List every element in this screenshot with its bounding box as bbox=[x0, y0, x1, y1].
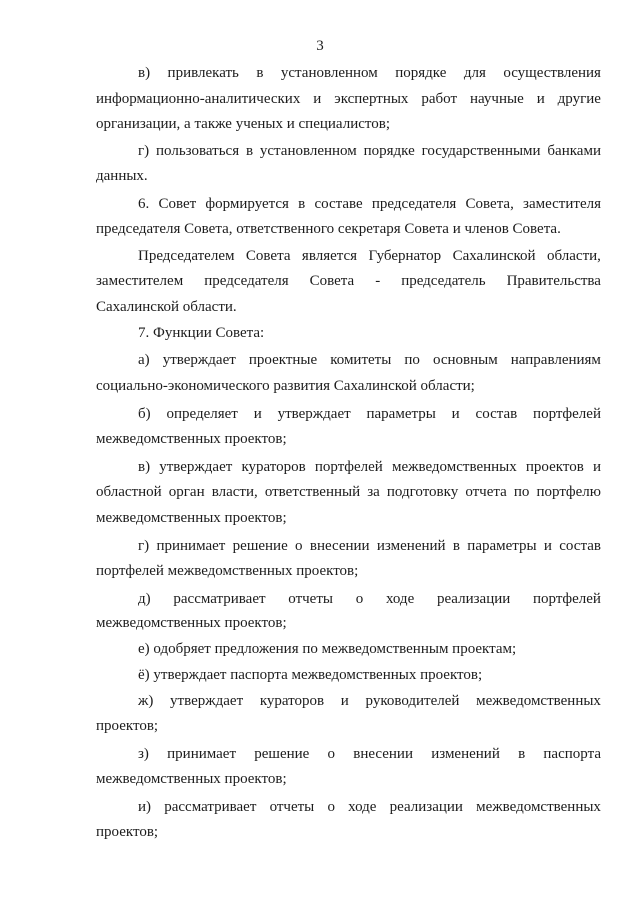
paragraph-zh-line-1 bbox=[138, 692, 601, 711]
word: другие bbox=[557, 91, 601, 107]
page-number: 3 bbox=[316, 38, 324, 54]
word: определяет bbox=[166, 406, 238, 422]
word: в bbox=[452, 538, 460, 554]
word: о bbox=[327, 799, 335, 815]
paragraph-7-heading: 7. Функции Совета: bbox=[138, 325, 265, 341]
word: портфелей bbox=[314, 459, 383, 475]
paragraph-b-line-2: межведомственных проектов; bbox=[96, 431, 287, 447]
word: в) bbox=[138, 65, 151, 81]
word: является bbox=[301, 248, 358, 264]
word: кураторов bbox=[259, 693, 325, 709]
word: привлекать bbox=[167, 65, 239, 81]
paragraph-6-line-1 bbox=[138, 195, 601, 214]
paragraph-z-line-1 bbox=[138, 745, 601, 764]
word: проектов bbox=[525, 459, 584, 475]
paragraph-e: е) одобряет предложения по межведомственным проектам; bbox=[138, 641, 517, 657]
word: ж) bbox=[138, 693, 154, 709]
paragraph-yo: ё) утверждает паспорта межведомственных проектов; bbox=[138, 667, 483, 683]
paragraph-i-line-1 bbox=[138, 798, 601, 817]
word: портфелю bbox=[536, 484, 601, 500]
word: параметры bbox=[467, 538, 537, 554]
paragraph-i-line-2: проектов; bbox=[96, 824, 159, 840]
paragraph-g2-line-2: портфелей межведомственных проектов; bbox=[96, 563, 359, 579]
word: реализации bbox=[389, 799, 463, 815]
word: и bbox=[313, 91, 322, 107]
word: области, bbox=[547, 248, 601, 264]
word: составе bbox=[314, 196, 363, 212]
word: Совета, bbox=[465, 196, 514, 212]
word: - bbox=[375, 273, 381, 289]
word: и bbox=[451, 406, 460, 422]
word: информационно-аналитических bbox=[96, 91, 301, 107]
word: работ bbox=[421, 91, 458, 107]
word: кураторов bbox=[241, 459, 306, 475]
word: банками bbox=[547, 143, 601, 159]
word: состав bbox=[475, 406, 518, 422]
paragraph-v-line-3: организации, а также ученых и специалистов; bbox=[96, 116, 390, 132]
word: а) bbox=[138, 352, 150, 368]
word: заместителя bbox=[523, 196, 601, 212]
word: з) bbox=[138, 746, 149, 762]
word: власти, bbox=[211, 484, 258, 500]
word: и) bbox=[138, 799, 152, 815]
word: основным bbox=[432, 352, 498, 368]
word: отчеты bbox=[288, 591, 333, 607]
word: б) bbox=[138, 406, 151, 422]
word: научные bbox=[470, 91, 524, 107]
word: Сахалинской bbox=[452, 248, 536, 264]
word: изменений bbox=[376, 538, 446, 554]
word: и bbox=[592, 459, 601, 475]
word: утверждает bbox=[170, 693, 244, 709]
word: г) bbox=[138, 143, 150, 159]
word: Совета bbox=[245, 248, 291, 264]
word: председателя bbox=[204, 273, 289, 289]
word: внесении bbox=[353, 746, 413, 762]
word: в bbox=[298, 196, 306, 212]
paragraph-b-line-1 bbox=[138, 405, 601, 424]
paragraph-z-line-2: межведомственных проектов; bbox=[96, 771, 287, 787]
word: пользоваться bbox=[156, 143, 240, 159]
paragraph-d-line-1 bbox=[138, 590, 601, 609]
word: Губернатор bbox=[368, 248, 442, 264]
word: портфелей bbox=[533, 591, 601, 607]
word: установленном bbox=[280, 65, 378, 81]
word: Совет bbox=[158, 196, 197, 212]
word: подготовку bbox=[386, 484, 459, 500]
word: состав bbox=[559, 538, 601, 554]
word: паспорта bbox=[543, 746, 601, 762]
word: для bbox=[463, 65, 486, 81]
word: г) bbox=[138, 538, 150, 554]
word: утверждает bbox=[162, 352, 236, 368]
word: в) bbox=[138, 459, 151, 475]
word: формируется bbox=[205, 196, 289, 212]
word: председателя bbox=[371, 196, 457, 212]
word: областной bbox=[96, 484, 162, 500]
paragraph-v-line-2 bbox=[96, 90, 601, 109]
paragraph-a-line-2: социально-экономического развития Сахалинской области; bbox=[96, 378, 475, 394]
word: осуществления bbox=[503, 65, 601, 81]
paragraph-g2-line-1 bbox=[138, 537, 601, 556]
word: государственными bbox=[421, 143, 541, 159]
paragraph-g-line-1 bbox=[138, 142, 601, 161]
word: установленном bbox=[259, 143, 357, 159]
word: рассматривает bbox=[164, 799, 257, 815]
paragraph-6-line-2: председателя Совета, ответственного секретаря Совета и членов Совета. bbox=[96, 221, 561, 237]
word: орган bbox=[168, 484, 205, 500]
word: портфелей bbox=[533, 406, 601, 422]
word: д) bbox=[138, 591, 151, 607]
word: порядке bbox=[395, 65, 447, 81]
word: направлениям bbox=[510, 352, 601, 368]
word: председатель bbox=[401, 273, 486, 289]
word: 6. bbox=[138, 196, 150, 212]
word: межведомственных bbox=[476, 799, 601, 815]
word: отчета bbox=[465, 484, 507, 500]
word: в bbox=[256, 65, 264, 81]
word: проектные bbox=[248, 352, 318, 368]
word: в bbox=[518, 746, 526, 762]
word: и bbox=[536, 91, 545, 107]
word: ходе bbox=[348, 799, 377, 815]
word: и bbox=[253, 406, 262, 422]
word: параметры bbox=[366, 406, 436, 422]
word: реализации bbox=[436, 591, 511, 607]
paragraph-v2-line-1 bbox=[138, 458, 601, 477]
word: руководителей bbox=[365, 693, 460, 709]
word: внесении bbox=[309, 538, 370, 554]
paragraph-chairman-line-1 bbox=[138, 247, 601, 266]
word: комитеты bbox=[330, 352, 392, 368]
word: принимает bbox=[167, 746, 237, 762]
word: ответственный bbox=[264, 484, 361, 500]
word: и bbox=[543, 538, 552, 554]
word: утверждает bbox=[277, 406, 351, 422]
word: ходе bbox=[385, 591, 415, 607]
word: заместителем bbox=[96, 273, 184, 289]
word: межведомственных bbox=[391, 459, 517, 475]
word: по bbox=[404, 352, 420, 368]
word: изменений bbox=[431, 746, 500, 762]
word: отчеты bbox=[269, 799, 315, 815]
word: принимает bbox=[156, 538, 226, 554]
word: за bbox=[367, 484, 380, 500]
word: о bbox=[295, 538, 303, 554]
word: о bbox=[327, 746, 336, 762]
word: по bbox=[513, 484, 530, 500]
paragraph-d-line-2: межведомственных проектов; bbox=[96, 615, 287, 631]
word: порядке bbox=[363, 143, 415, 159]
paragraph-v2-line-3: межведомственных проектов; bbox=[96, 510, 287, 526]
word: экспертных bbox=[334, 91, 409, 107]
word: решение bbox=[232, 538, 288, 554]
paragraph-chairman-line-2 bbox=[96, 272, 601, 291]
word: и bbox=[340, 693, 349, 709]
word: межведомственных bbox=[476, 693, 601, 709]
word: Председателем bbox=[138, 248, 235, 264]
paragraph-g-line-2: данных. bbox=[96, 168, 148, 184]
paragraph-chairman-line-3: Сахалинской области. bbox=[96, 299, 237, 315]
word: утверждает bbox=[159, 459, 233, 475]
word: Правительства bbox=[506, 273, 601, 289]
word: о bbox=[355, 591, 364, 607]
paragraph-v2-line-2 bbox=[96, 483, 601, 502]
word: рассматривает bbox=[173, 591, 266, 607]
paragraph-zh-line-2: проектов; bbox=[96, 718, 159, 734]
word: в bbox=[245, 143, 254, 159]
word: решение bbox=[254, 746, 310, 762]
paragraph-v-line-1 bbox=[138, 64, 601, 83]
paragraph-a-line-1 bbox=[138, 351, 601, 370]
word: Совета bbox=[309, 273, 355, 289]
